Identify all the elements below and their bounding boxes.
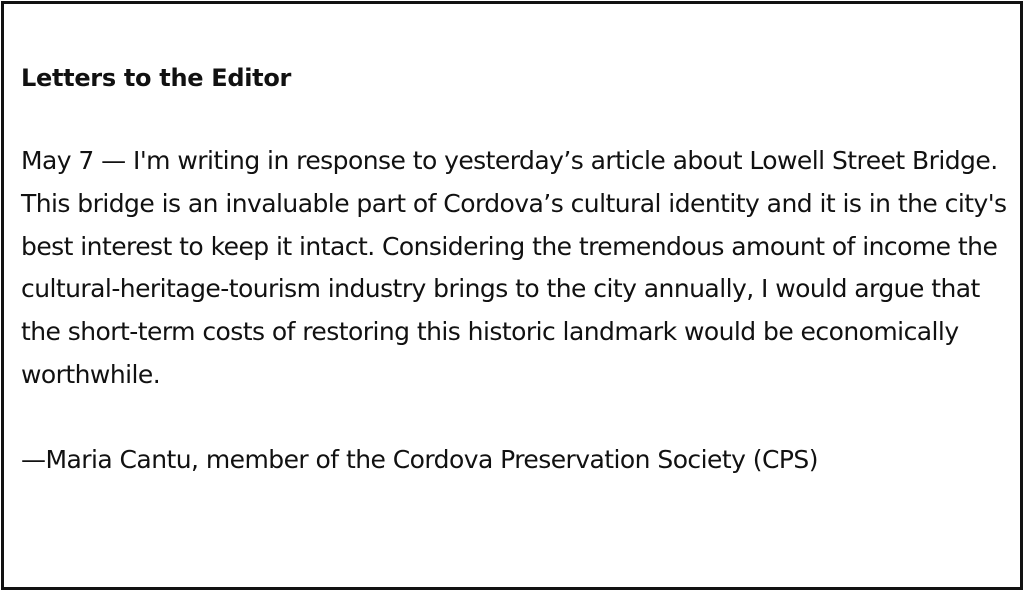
letter-signature: —Maria Cantu, member of the Cordova Preservation Society (CPS) <box>21 444 818 474</box>
page-title: Letters to the Editor <box>21 64 292 92</box>
letter-content <box>21 62 1011 482</box>
letter-frame <box>1 1 1023 590</box>
letter-body: May 7 — I'm writing in response to yesterday’s article about Lowell Street Bridge. This bridge is an invaluable part of Cordova’s cultural identity and it is in the city's best interest to keep it intact. Considering the tremendous amount of income the cultural-heritage-tourism industry brings to the city annually, I would argue that the short-term costs of restoring this historic landmark would be economically worthwhile. <box>21 146 1007 389</box>
